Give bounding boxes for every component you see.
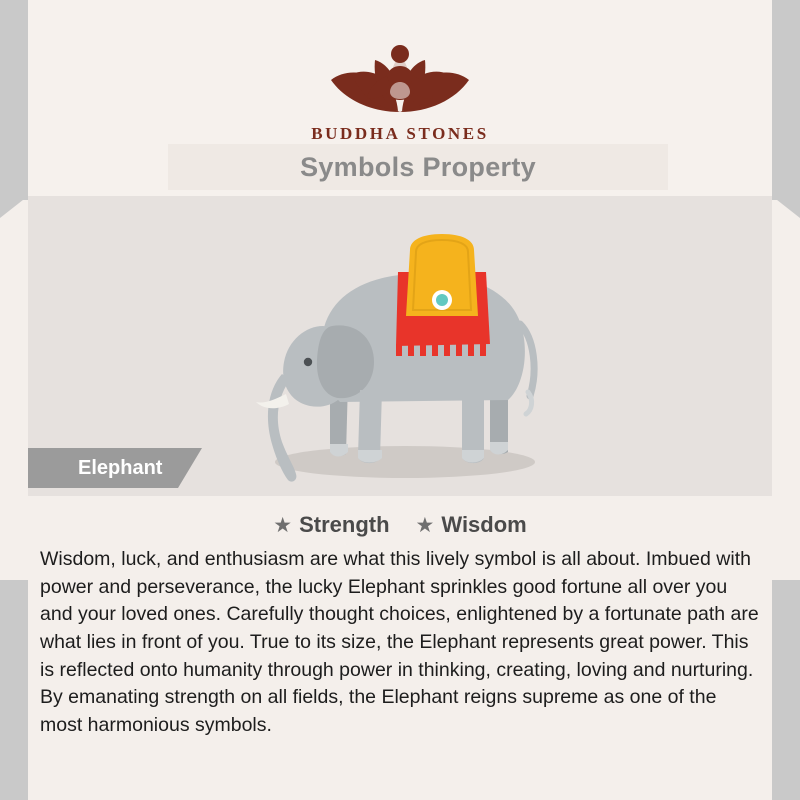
trait-list <box>28 496 772 538</box>
trait-label: Strength <box>299 512 390 537</box>
brand-logo <box>28 16 772 144</box>
decorative-notch-right <box>772 196 800 218</box>
decorative-band-bottom-left <box>0 580 28 800</box>
page-title-bar <box>168 144 668 190</box>
star-icon: ★ <box>415 513 435 537</box>
header <box>28 0 772 196</box>
decorative-band-top-right <box>772 0 800 200</box>
lotus-meditation-icon <box>305 16 495 122</box>
decorative-band-top-left <box>0 0 28 200</box>
trait-item <box>273 512 389 538</box>
trait-item <box>416 512 527 538</box>
trait-label: Wisdom <box>441 512 527 537</box>
brand-name: BUDDHA STONES <box>311 124 489 143</box>
elephant-illustration <box>190 204 610 494</box>
content-area <box>28 496 772 800</box>
symbol-description: Wisdom, luck, and enthusiasm are what this lively symbol is all about. Imbued with power and perseverance, the lucky Elephant sprinkles good fortune all over you and your loved ones. Carefully thought choices, enlightened by a fortunate path are what lies in front of you. True to its size, the Elephant represents great power. This is reflected onto humanity through power in thinking, creating, loving and nurturing. By emanating strength on all fields, the Elephant reigns supreme as one of the most harmonious symbols. <box>40 548 759 737</box>
decorative-band-bottom-right <box>772 580 800 800</box>
star-icon: ★ <box>273 513 293 537</box>
symbol-name-tag <box>28 448 178 488</box>
symbol-name: Elephant <box>78 456 163 479</box>
decorative-notch-left <box>0 196 28 218</box>
page-title: Symbols Property <box>300 151 536 182</box>
